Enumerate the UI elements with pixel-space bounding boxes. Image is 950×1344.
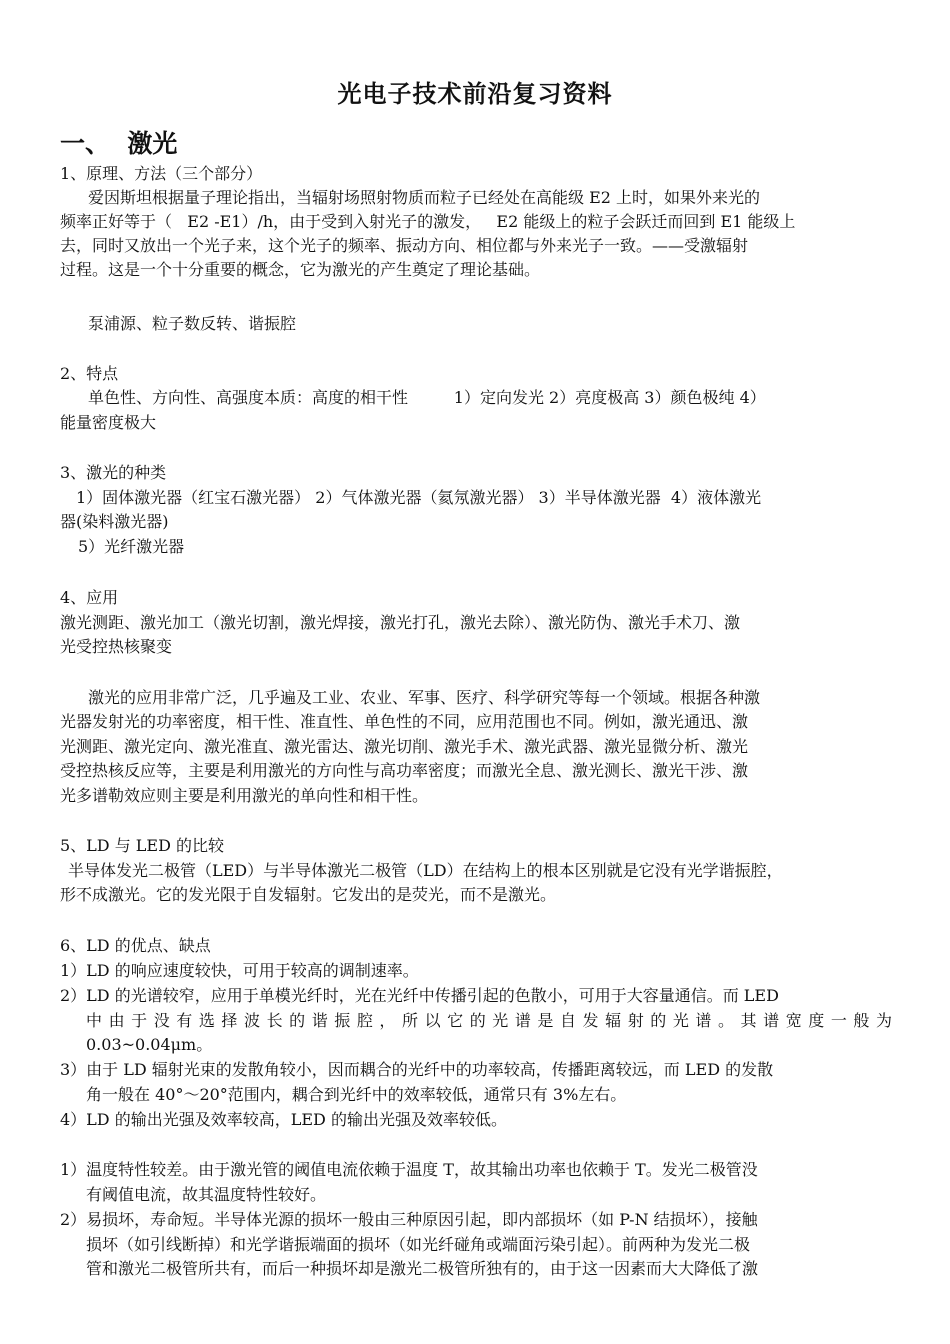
paragraph-line: 形不成激光。它的发光限于自发辐射。它发出的是荧光，而不是激光。 bbox=[60, 885, 557, 904]
list-item-continuation: 中由于没有选择波长的谐振腔，所以它的光谱是自发辐射的光谱。其谱宽度一般为 bbox=[86, 1011, 892, 1030]
subsection-heading-applications: 4、应用 bbox=[60, 588, 119, 607]
subsection-heading-features: 2、特点 bbox=[60, 364, 119, 383]
list-item: 4）LD 的输出光强及效率较高，LED 的输出光强及效率较低。 bbox=[60, 1110, 507, 1129]
list-item: 1）温度特性较差。由于激光管的阈值电流依赖于温度 T，故其输出功率也依赖于 T。发光二极管没 bbox=[60, 1160, 758, 1179]
paragraph-line: 1）固体激光器（红宝石激光器） 2）气体激光器（氦氖激光器） 3）半导体激光器 4）液体激光 bbox=[76, 488, 762, 507]
list-item: 1）LD 的响应速度较快，可用于较高的调制速率。 bbox=[60, 961, 419, 980]
paragraph-line: 去，同时又放出一个光子来，这个光子的频率、振动方向、相位都与外来光子一致。——受激辐射 bbox=[60, 236, 749, 255]
document-title: 光电子技术前沿复习资料 bbox=[337, 80, 613, 108]
paragraph-line: 激光的应用非常广泛，几乎遍及工业、农业、军事、医疗、科学研究等每一个领域。根据各种激 bbox=[88, 688, 761, 707]
paragraph-line: 器(染料激光器) bbox=[60, 512, 169, 531]
paragraph-line: 光器发射光的功率密度，相干性、准直性、单色性的不同，应用范围也不同。例如，激光通迅、激 bbox=[60, 712, 749, 731]
paragraph-line: 爱因斯坦根据量子理论指出，当辐射场照射物质而粒子已经处在高能级 E2 上时，如果外来光的 bbox=[88, 188, 761, 207]
list-item: 2）易损坏，寿命短。半导体光源的损坏一般由三种原因引起，即内部损坏（如 P-N 结损坏），接触 bbox=[60, 1210, 758, 1229]
list-item-continuation: 角一般在 40°～20°范围内，耦合到光纤中的效率较低，通常只有 3%左右。 bbox=[86, 1085, 627, 1104]
subsection-heading-ld-pros-cons: 6、LD 的优点、缺点 bbox=[60, 936, 211, 955]
list-item: 3）由于 LD 辐射光束的发散角较小，因而耦合的光纤中的功率较高，传播距离较远，而 LED 的发散 bbox=[60, 1060, 774, 1079]
subsection-heading-types: 3、激光的种类 bbox=[60, 463, 167, 482]
paragraph-line: 频率正好等于（ E2 -E1）/h，由于受到入射光子的激发， E2 能级上的粒子会跃迁而回到 E1 能级上 bbox=[60, 212, 796, 231]
paragraph-line: 受控热核反应等，主要是利用激光的方向性与高功率密度；而激光全息、激光测长、激光干涉、激 bbox=[60, 761, 749, 780]
paragraph-line: 过程。这是一个十分重要的概念，它为激光的产生奠定了理论基础。 bbox=[60, 260, 541, 279]
list-item: 2）LD 的光谱较窄，应用于单模光纤时，光在光纤中传播引起的色散小，可用于大容量通信。而 LED bbox=[60, 986, 779, 1005]
paragraph-line: 单色性、方向性、高强度本质：高度的相干性 1）定向发光 2）亮度极高 3）颜色极纯 4） bbox=[88, 388, 766, 407]
paragraph-line: 5）光纤激光器 bbox=[78, 537, 185, 556]
paragraph-line: 光多谱勒效应则主要是利用激光的单向性和相干性。 bbox=[60, 786, 429, 805]
paragraph-line: 光测距、激光定向、激光准直、激光雷达、激光切削、激光手术、激光武器、激光显微分析、激光 bbox=[60, 737, 749, 756]
subsection-heading-ld-vs-led: 5、LD 与 LED 的比较 bbox=[60, 836, 225, 855]
paragraph-line: 泵浦源、粒子数反转、谐振腔 bbox=[88, 314, 297, 333]
section-heading-laser: 一、 激光 bbox=[60, 129, 178, 158]
list-item-continuation: 管和激光二极管所共有，而后一种损坏却是激光二极管所独有的，由于这一因素而大大降低了激 bbox=[86, 1259, 759, 1278]
paragraph-line: 能量密度极大 bbox=[60, 413, 157, 432]
paragraph-line: 光受控热核聚变 bbox=[60, 637, 173, 656]
subsection-heading-principle: 1、原理、方法（三个部分） bbox=[60, 164, 263, 183]
list-item-continuation: 有阈值电流，故其温度特性较好。 bbox=[86, 1185, 327, 1204]
list-item-continuation: 0.03~0.04μm。 bbox=[86, 1035, 213, 1054]
paragraph-line: 激光测距、激光加工（激光切割，激光焊接，激光打孔，激光去除）、激光防伪、激光手术刀、激 bbox=[60, 613, 741, 632]
paragraph-line: 半导体发光二极管（LED）与半导体激光二极管（LD）在结构上的根本区别就是它没有光学谐振腔， bbox=[68, 861, 783, 880]
list-item-continuation: 损坏（如引线断掉）和光学谐振端面的损坏（如光纤碰角或端面污染引起）。前两种为发光二极 bbox=[86, 1235, 751, 1254]
